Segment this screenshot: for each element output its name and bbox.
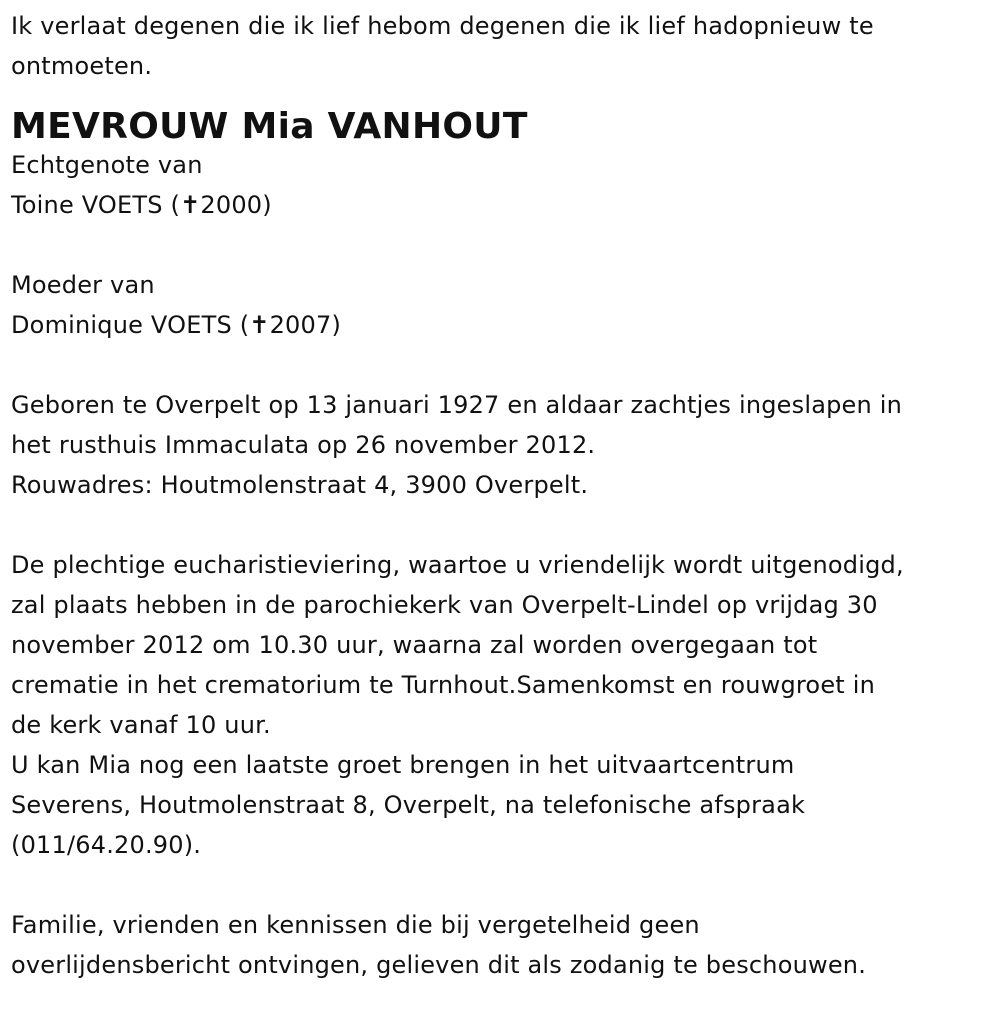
birth-death-line: het rusthuis Immaculata op 26 november 2012. (11, 431, 596, 459)
ceremony-line: crematie in het crematorium te Turnhout.Samenkomst en rouwgroet in (11, 671, 876, 699)
closing-line: overlijdensbericht ontvingen, gelieven dit als zodanig te beschouwen. (11, 951, 867, 979)
spacer (11, 225, 990, 265)
birth-death-line: Geboren te Overpelt op 13 januari 1927 en aldaar zachtjes ingeslapen in (11, 391, 903, 419)
phone-number: (011/64.20.90). (11, 831, 202, 859)
spacer (11, 345, 990, 385)
spouse-name: Toine VOETS (✝2000) (11, 191, 272, 219)
ceremony-line: De plechtige eucharistieviering, waartoe u vriendelijk wordt uitgenodigd, (11, 551, 904, 579)
visitation-line: Severens, Houtmolenstraat 8, Overpelt, na telefonische afspraak (11, 791, 806, 819)
ceremony-line: zal plaats hebben in de parochiekerk van Overpelt-Lindel op vrijdag 30 (11, 591, 878, 619)
birth-death-info (11, 385, 990, 505)
ceremony-line: november 2012 om 10.30 uur, waarna zal worden overgegaan tot (11, 631, 818, 659)
ceremony-line: de kerk vanaf 10 uur. (11, 711, 271, 739)
spouse-label: Echtgenote van (11, 151, 203, 179)
spouse-info (11, 145, 990, 225)
motto (11, 6, 990, 86)
mother-label: Moeder van (11, 271, 155, 299)
deceased-name: MEVROUW Mia VANHOUT (11, 106, 528, 147)
visitation-line: U kan Mia nog een laatste groet brengen in het uitvaartcentrum (11, 751, 795, 779)
mother-info (11, 265, 990, 345)
closing-line: Familie, vrienden en kennissen die bij vergetelheid geen (11, 911, 700, 939)
closing-note (11, 905, 990, 985)
motto-line: Ik verlaat degenen die ik lief hebom degenen die ik lief hadopnieuw te (11, 12, 874, 40)
child-name: Dominique VOETS (✝2007) (11, 311, 342, 339)
motto-line: ontmoeten. (11, 52, 153, 80)
mourning-address: Rouwadres: Houtmolenstraat 4, 3900 Overpelt. (11, 471, 589, 499)
spacer (11, 505, 990, 545)
spacer (11, 865, 990, 905)
ceremony-info (11, 545, 990, 865)
